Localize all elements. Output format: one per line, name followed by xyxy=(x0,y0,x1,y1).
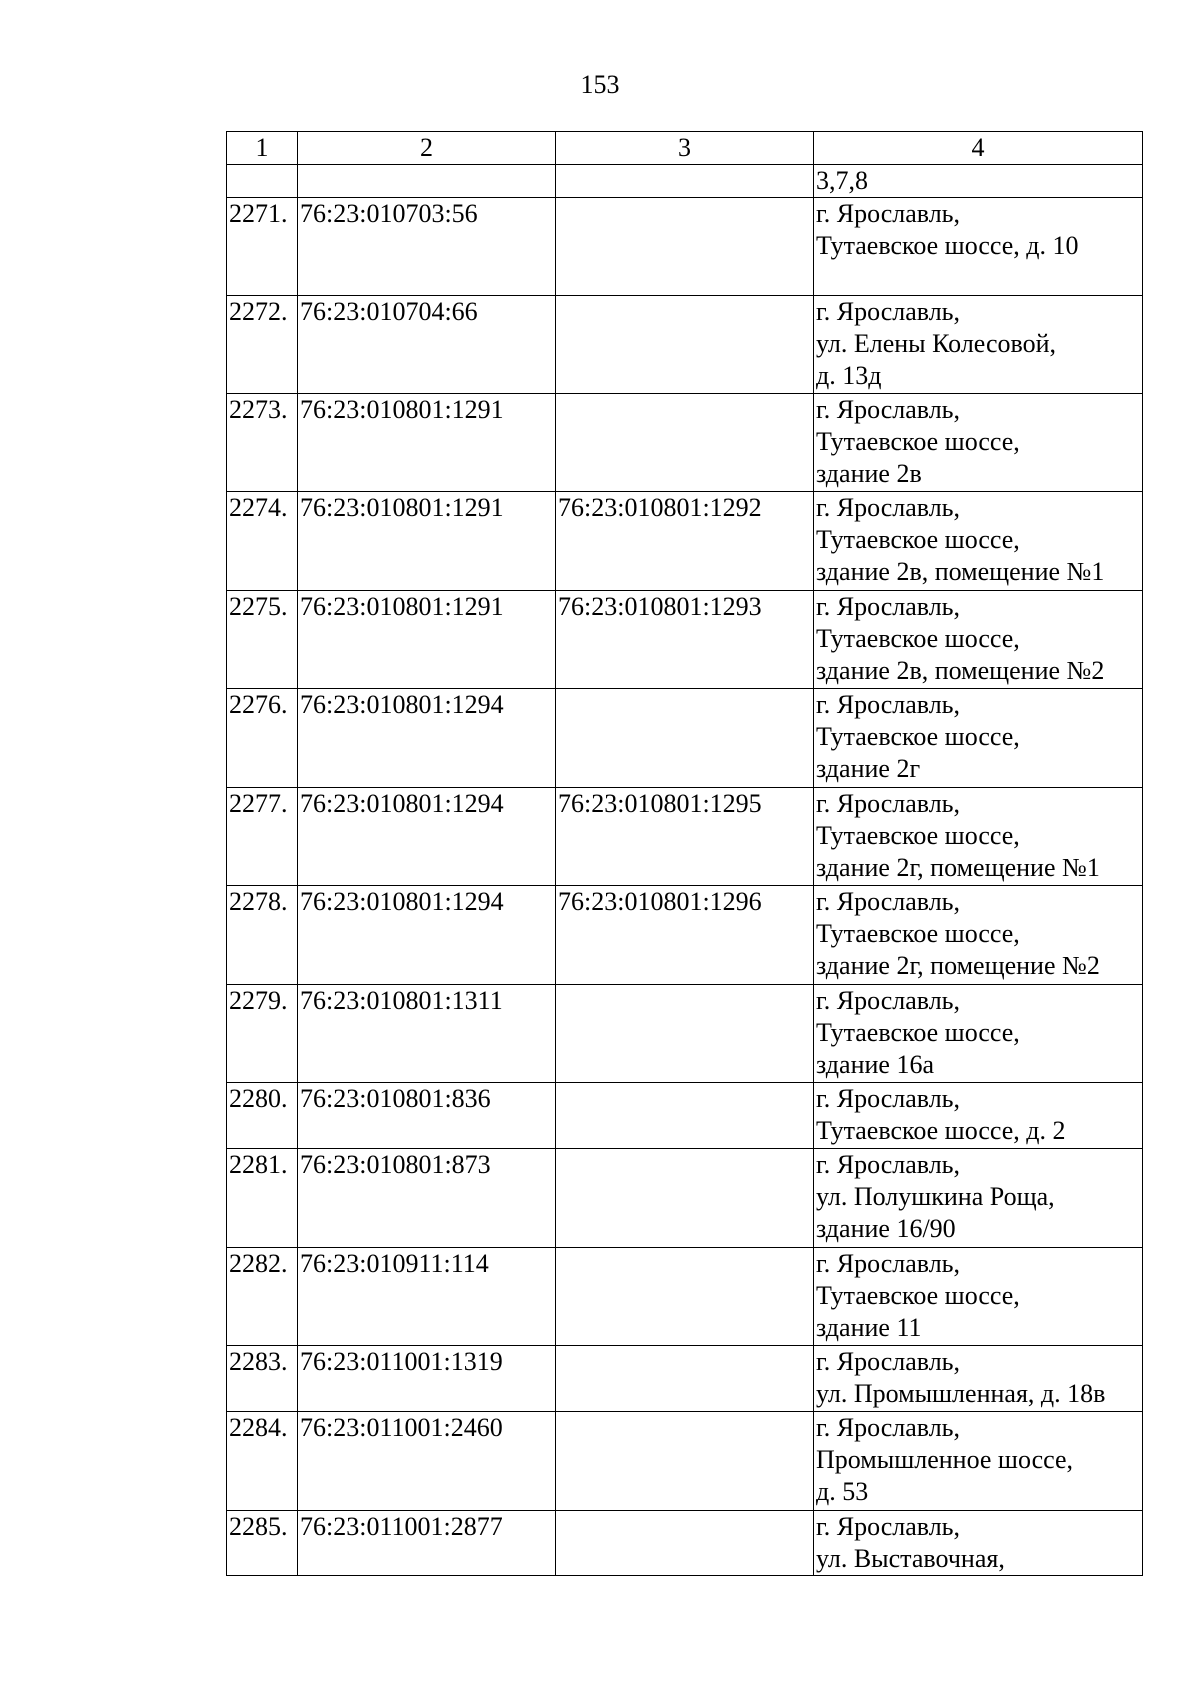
address-line: д. 13д xyxy=(816,361,882,390)
address-line: г. Ярославль, xyxy=(816,789,961,818)
column-header-4: 4 xyxy=(814,132,1143,165)
address-cell xyxy=(814,1412,1143,1511)
address-cell xyxy=(814,492,1143,591)
address-line: Тутаевское шоссе, xyxy=(816,821,1020,850)
address-line: г. Ярославль, xyxy=(816,887,961,916)
address-line: здание 16/90 xyxy=(816,1214,956,1243)
cadastral-number-cell: 76:23:010801:873 xyxy=(298,1149,556,1248)
address-line: д. 53 xyxy=(816,1477,869,1506)
cadastral-number-cell xyxy=(298,165,556,198)
cadastral-number-cell: 76:23:010801:1291 xyxy=(298,492,556,591)
address-line: г. Ярославль, xyxy=(816,1150,961,1179)
address-line: Тутаевское шоссе, xyxy=(816,1281,1020,1310)
address-cell xyxy=(814,985,1143,1083)
address-line: ул. Выставочная, xyxy=(816,1544,1005,1573)
address-line: г. Ярославль, xyxy=(816,1512,961,1541)
premises-cadastral-number-cell xyxy=(556,689,814,788)
address-cell xyxy=(814,689,1143,788)
table-row xyxy=(227,1149,1143,1248)
cadastral-number-cell: 76:23:010911:114 xyxy=(298,1248,556,1346)
cadastral-number-cell: 76:23:010801:836 xyxy=(298,1083,556,1149)
address-cell xyxy=(814,1149,1143,1248)
address-line: ул. Полушкина Роща, xyxy=(816,1182,1055,1211)
address-cell xyxy=(814,1083,1143,1149)
table-row xyxy=(227,296,1143,394)
address-line: 3,7,8 xyxy=(816,166,868,195)
address-line: г. Ярославль, xyxy=(816,1347,961,1376)
table-row xyxy=(227,1083,1143,1149)
cadastral-number-cell: 76:23:011001:2460 xyxy=(298,1412,556,1511)
table-row xyxy=(227,788,1143,886)
premises-cadastral-number-cell xyxy=(556,1149,814,1248)
address-line: г. Ярославль, xyxy=(816,297,961,326)
row-number-cell xyxy=(227,165,298,198)
column-header-1: 1 xyxy=(227,132,298,165)
address-cell xyxy=(814,591,1143,689)
address-line: здание 2г, помещение №1 xyxy=(816,853,1100,882)
address-line: г. Ярославль, xyxy=(816,1249,961,1278)
address-line: здание 16а xyxy=(816,1050,934,1079)
address-line: здание 2в, помещение №2 xyxy=(816,656,1105,685)
cadastral-number-cell: 76:23:010801:1294 xyxy=(298,689,556,788)
column-header-3: 3 xyxy=(556,132,814,165)
address-line: Тутаевское шоссе, xyxy=(816,525,1020,554)
address-line: здание 2г xyxy=(816,754,921,783)
premises-cadastral-number-cell: 76:23:010801:1295 xyxy=(556,788,814,886)
row-number-cell: 2280. xyxy=(227,1083,298,1149)
premises-cadastral-number-cell xyxy=(556,1412,814,1511)
premises-cadastral-number-cell: 76:23:010801:1293 xyxy=(556,591,814,689)
table-row xyxy=(227,1511,1143,1576)
premises-cadastral-number-cell xyxy=(556,1346,814,1412)
address-line: ул. Елены Колесовой, xyxy=(816,329,1057,358)
address-line: здание 11 xyxy=(816,1313,922,1342)
header-row xyxy=(227,132,1143,165)
premises-cadastral-number-cell xyxy=(556,985,814,1083)
address-line: Тутаевское шоссе, xyxy=(816,624,1020,653)
address-line: Тутаевское шоссе, xyxy=(816,427,1020,456)
address-line: г. Ярославль, xyxy=(816,592,961,621)
address-cell xyxy=(814,296,1143,394)
address-line: г. Ярославль, xyxy=(816,493,961,522)
table-row xyxy=(227,689,1143,788)
premises-cadastral-number-cell xyxy=(556,198,814,296)
table-body xyxy=(227,165,1143,1576)
premises-cadastral-number-cell xyxy=(556,394,814,492)
row-number-cell: 2281. xyxy=(227,1149,298,1248)
address-line: здание 2г, помещение №2 xyxy=(816,951,1100,980)
premises-cadastral-number-cell xyxy=(556,165,814,198)
row-number-cell: 2273. xyxy=(227,394,298,492)
row-number-cell: 2282. xyxy=(227,1248,298,1346)
address-line: г. Ярославль, xyxy=(816,1084,961,1113)
row-number-cell: 2283. xyxy=(227,1346,298,1412)
table-row xyxy=(227,1248,1143,1346)
table-row xyxy=(227,198,1143,296)
address-line: Тутаевское шоссе, д. 10 xyxy=(816,231,1079,260)
address-line: здание 2в, помещение №1 xyxy=(816,557,1105,586)
address-line: Тутаевское шоссе, xyxy=(816,1018,1020,1047)
address-cell xyxy=(814,1248,1143,1346)
table-row xyxy=(227,1412,1143,1511)
address-line: Тутаевское шоссе, xyxy=(816,919,1020,948)
address-line: ул. Промышленная, д. 18в xyxy=(816,1379,1106,1408)
premises-cadastral-number-cell: 76:23:010801:1292 xyxy=(556,492,814,591)
premises-cadastral-number-cell: 76:23:010801:1296 xyxy=(556,886,814,985)
table-row xyxy=(227,1346,1143,1412)
premises-cadastral-number-cell xyxy=(556,1248,814,1346)
address-line: г. Ярославль, xyxy=(816,690,961,719)
address-line: г. Ярославль, xyxy=(816,395,961,424)
address-line: г. Ярославль, xyxy=(816,986,961,1015)
cadastral-number-cell: 76:23:010801:1291 xyxy=(298,591,556,689)
address-cell xyxy=(814,165,1143,198)
column-header-2: 2 xyxy=(298,132,556,165)
address-cell xyxy=(814,1346,1143,1412)
address-line: Тутаевское шоссе, xyxy=(816,722,1020,751)
cadastral-number-cell: 76:23:010703:56 xyxy=(298,198,556,296)
table-row xyxy=(227,492,1143,591)
row-number-cell: 2285. xyxy=(227,1511,298,1576)
row-number-cell: 2272. xyxy=(227,296,298,394)
address-line: здание 2в xyxy=(816,459,922,488)
row-number-cell: 2275. xyxy=(227,591,298,689)
table-row xyxy=(227,165,1143,198)
cadastral-number-cell: 76:23:010801:1294 xyxy=(298,788,556,886)
address-line: г. Ярославль, xyxy=(816,1413,961,1442)
table-row xyxy=(227,591,1143,689)
address-cell xyxy=(814,788,1143,886)
row-number-cell: 2276. xyxy=(227,689,298,788)
premises-cadastral-number-cell xyxy=(556,1083,814,1149)
address-line: г. Ярославль, xyxy=(816,199,961,228)
table-row xyxy=(227,985,1143,1083)
cadastral-number-cell: 76:23:010704:66 xyxy=(298,296,556,394)
page-number: 153 xyxy=(580,70,620,99)
cadastral-number-cell: 76:23:011001:2877 xyxy=(298,1511,556,1576)
row-number-cell: 2284. xyxy=(227,1412,298,1511)
cadastral-number-cell: 76:23:010801:1294 xyxy=(298,886,556,985)
row-number-cell: 2271. xyxy=(227,198,298,296)
address-cell xyxy=(814,886,1143,985)
address-cell xyxy=(814,394,1143,492)
address-cell xyxy=(814,198,1143,296)
premises-cadastral-number-cell xyxy=(556,1511,814,1576)
cadastral-number-cell: 76:23:010801:1291 xyxy=(298,394,556,492)
cadastral-number-cell: 76:23:010801:1311 xyxy=(298,985,556,1083)
table-row xyxy=(227,394,1143,492)
address-line: Промышленное шоссе, xyxy=(816,1445,1074,1474)
premises-cadastral-number-cell xyxy=(556,296,814,394)
table-row xyxy=(227,886,1143,985)
row-number-cell: 2279. xyxy=(227,985,298,1083)
cadastral-number-cell: 76:23:011001:1319 xyxy=(298,1346,556,1412)
registry-table xyxy=(226,131,1143,1576)
row-number-cell: 2278. xyxy=(227,886,298,985)
address-cell xyxy=(814,1511,1143,1576)
row-number-cell: 2277. xyxy=(227,788,298,886)
row-number-cell: 2274. xyxy=(227,492,298,591)
address-line: Тутаевское шоссе, д. 2 xyxy=(816,1116,1066,1145)
